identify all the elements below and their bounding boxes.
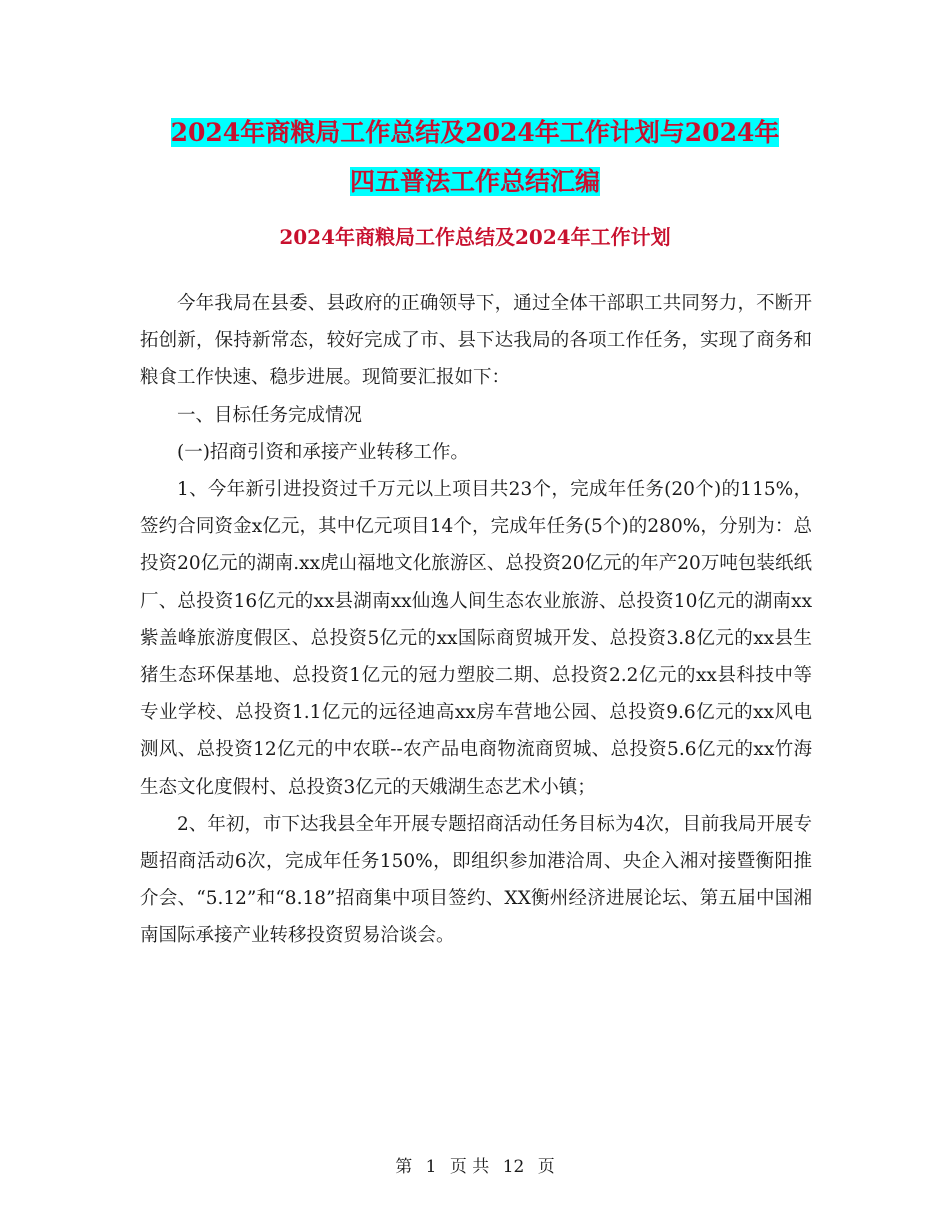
footer-prefix: 第 <box>395 1157 413 1177</box>
document-body <box>140 285 812 955</box>
paragraph-item-2: 2、年初，市下达我县全年开展专题招商活动任务目标为4次，目前我局开展专题招商活动6次，完成年任务150%，即组织参加港洽周、央企入湘对接暨衡阳推介会、“5.12”和“8.18”招商集中项目签约、XX衡州经济进展论坛、第五届中国湘南国际承接产业转移投资贸易洽谈会。 <box>140 813 812 947</box>
document-title-line-1: 2024年商粮局工作总结及2024年工作计划与2024年 <box>170 118 780 147</box>
paragraph-intro: 今年我局在县委、县政府的正确领导下，通过全体干部职工共同努力，不断开拓创新，保持新常态，较好完成了市、县下达我局的各项工作任务，实现了商务和粮食工作快速、稳步进展。现简要汇报如下： <box>140 293 812 389</box>
paragraph-subheading-1: (一)招商引资和承接产业转移工作。 <box>177 441 469 463</box>
section-title: 2024年商粮局工作总结及2024年工作计划 <box>279 225 671 249</box>
paragraph-heading-1: 一、目标任务完成情况 <box>177 404 363 426</box>
footer-mid: 页 共 <box>449 1157 490 1177</box>
paragraph-item-1: 1、今年新引进投资过千万元以上项目共23个，完成年任务(20个)的115%，签约合同资金x亿元，其中亿元项目14个，完成年任务(5个)的280%，分别为：总投资20亿元的湖南.xx虎山福地文化旅游区、总投资20亿元的年产20万吨包装纸纸厂、总投资16亿元的xx县湖南xx仙逸人间生态农业旅游、总投资10亿元的湖南xx紫盖峰旅游度假区、总投资5亿元的xx国际商贸城开发、总投资3.8亿元的xx县生猪生态环保基地、总投资1亿元的冠力塑胶二期、总投资2.2亿元的xx县科技中等专业学校、总投资1.1亿元的远径迪高xx房车营地公园、总投资9.6亿元的xx风电测风、总投资12亿元的中农联--农产品电商物流商贸城、总投资5.6亿元的xx竹海生态文化度假村、总投资3亿元的天娥湖生态艺术小镇； <box>140 479 812 798</box>
document-title-line-2: 四五普法工作总结汇编 <box>349 167 600 196</box>
document-title <box>140 108 810 206</box>
page-footer <box>0 1152 950 1177</box>
footer-page-number: 1 <box>425 1157 437 1177</box>
footer-suffix: 页 <box>537 1157 555 1177</box>
footer-total-pages: 12 <box>502 1157 525 1177</box>
